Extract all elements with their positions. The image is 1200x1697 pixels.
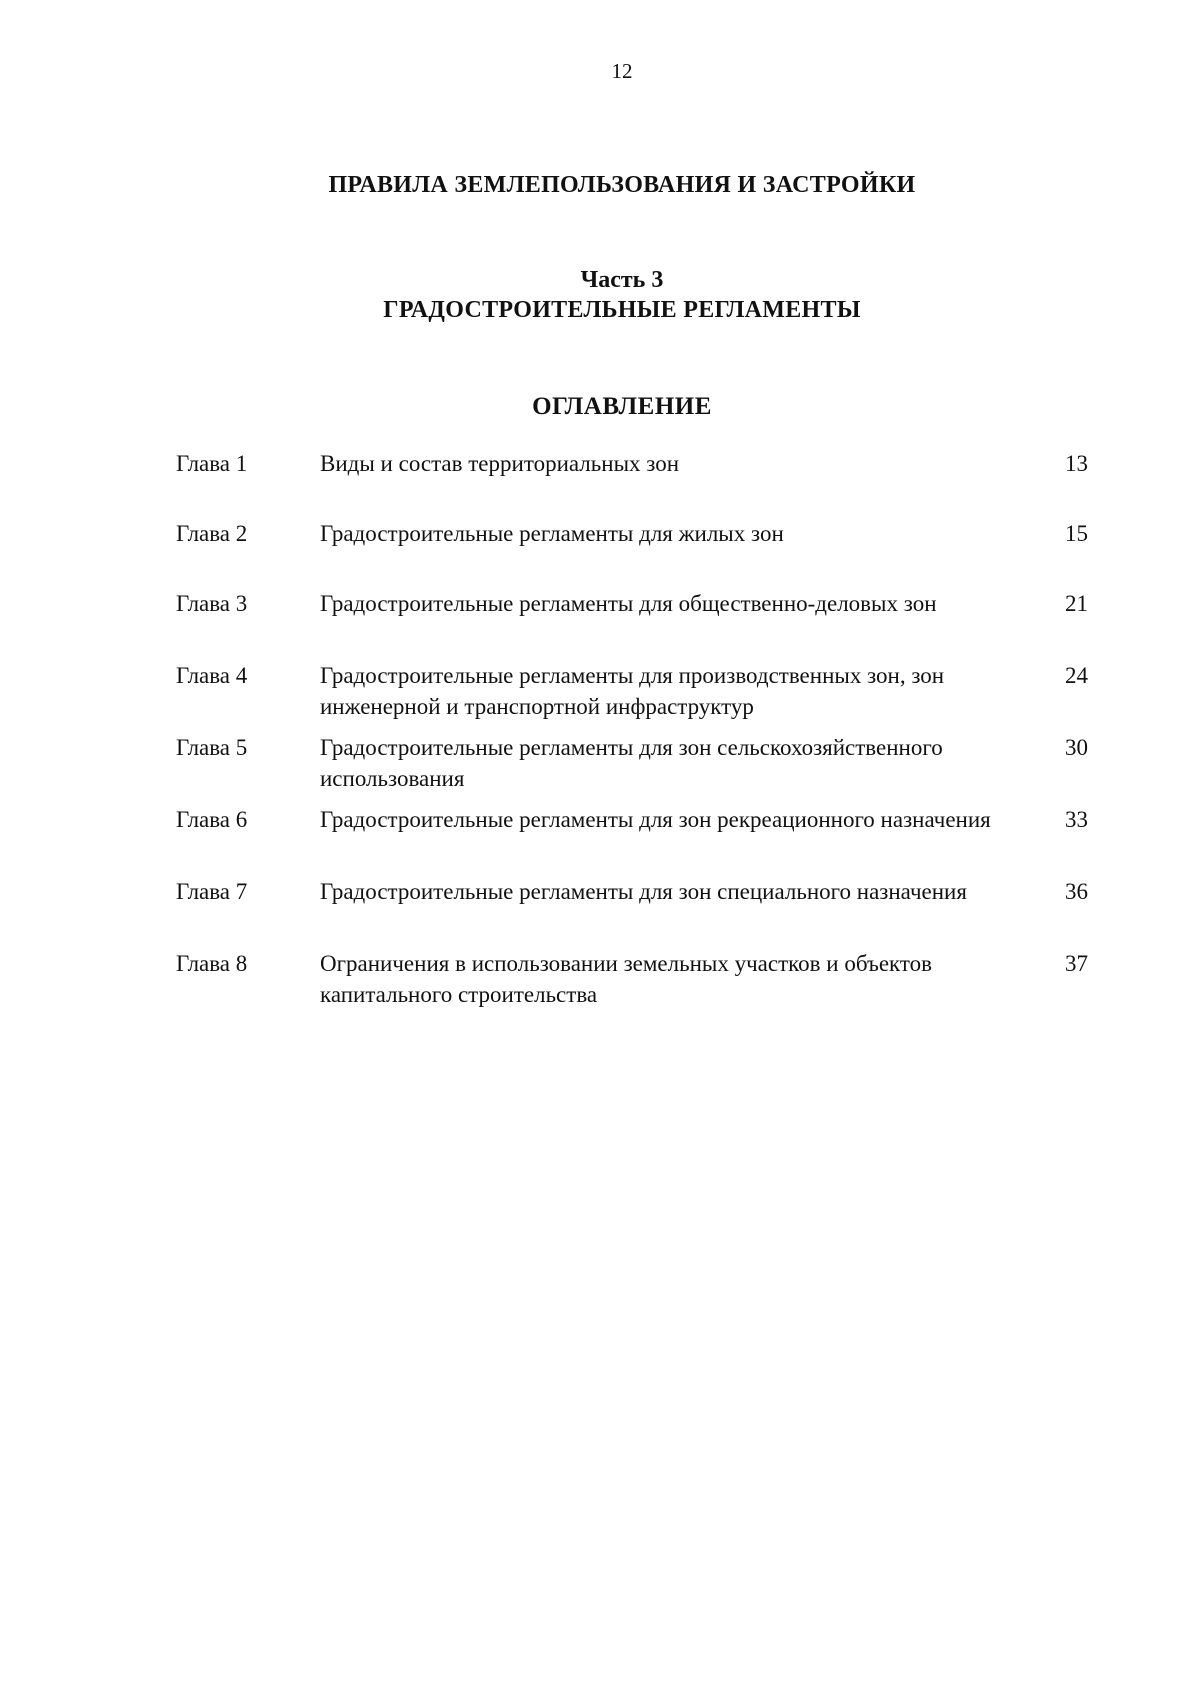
toc-chapter-label: Глава 3 [176,591,248,616]
toc-page-number: 21 [1065,591,1088,616]
toc-page-number: 13 [1065,451,1088,476]
toc-entry[interactable] [176,948,1088,1020]
toc-entry[interactable] [176,732,1088,804]
toc-chapter-title: Градостроительные регламенты для зон сельскохозяйственного использования [320,735,943,791]
toc-page-number: 37 [1065,951,1088,976]
toc-chapter-label: Глава 5 [176,735,248,760]
toc-chapter-title: Ограничения в использовании земельных участков и объектов капитального строительства [320,951,933,1007]
toc-entry[interactable] [176,518,1088,588]
toc-page-number: 24 [1065,663,1088,688]
toc-page-number: 30 [1065,735,1088,760]
toc-chapter-title: Градостроительные регламенты для общественно-деловых зон [320,591,937,616]
toc-chapter-title: Градостроительные регламенты для производственных зон, зон инженерной и транспортной инфраструктур [320,663,945,719]
toc-chapter-title: Градостроительные регламенты для зон рекреационного назначения [320,807,991,832]
page-number: 12 [611,59,633,83]
document-title: ПРАВИЛА ЗЕМЛЕПОЛЬЗОВАНИЯ И ЗАСТРОЙКИ [328,172,916,198]
toc-chapter-title: Градостроительные регламенты для жилых зон [320,521,784,546]
toc-chapter-label: Глава 8 [176,951,248,976]
toc-chapter-title: Виды и состав территориальных зон [320,451,680,476]
toc-entry[interactable] [176,588,1088,660]
part-label: Часть 3 [580,267,664,293]
part-title: ГРАДОСТРОИТЕЛЬНЫЕ РЕГЛАМЕНТЫ [383,297,861,323]
toc-chapter-label: Глава 7 [176,879,248,904]
toc-chapter-label: Глава 2 [176,521,248,546]
toc-entry[interactable] [176,660,1088,732]
toc-chapter-title: Градостроительные регламенты для зон специального назначения [320,879,967,904]
toc-page-number: 15 [1065,521,1088,546]
table-of-contents [176,448,1088,1020]
toc-entry[interactable] [176,804,1088,876]
toc-chapter-label: Глава 6 [176,807,248,832]
toc-entry[interactable] [176,448,1088,518]
toc-heading: ОГЛАВЛЕНИЕ [532,393,712,420]
toc-chapter-label: Глава 1 [176,451,248,476]
toc-page-number: 36 [1065,879,1088,904]
toc-entry[interactable] [176,876,1088,948]
toc-page-number: 33 [1065,807,1088,832]
toc-chapter-label: Глава 4 [176,663,248,688]
